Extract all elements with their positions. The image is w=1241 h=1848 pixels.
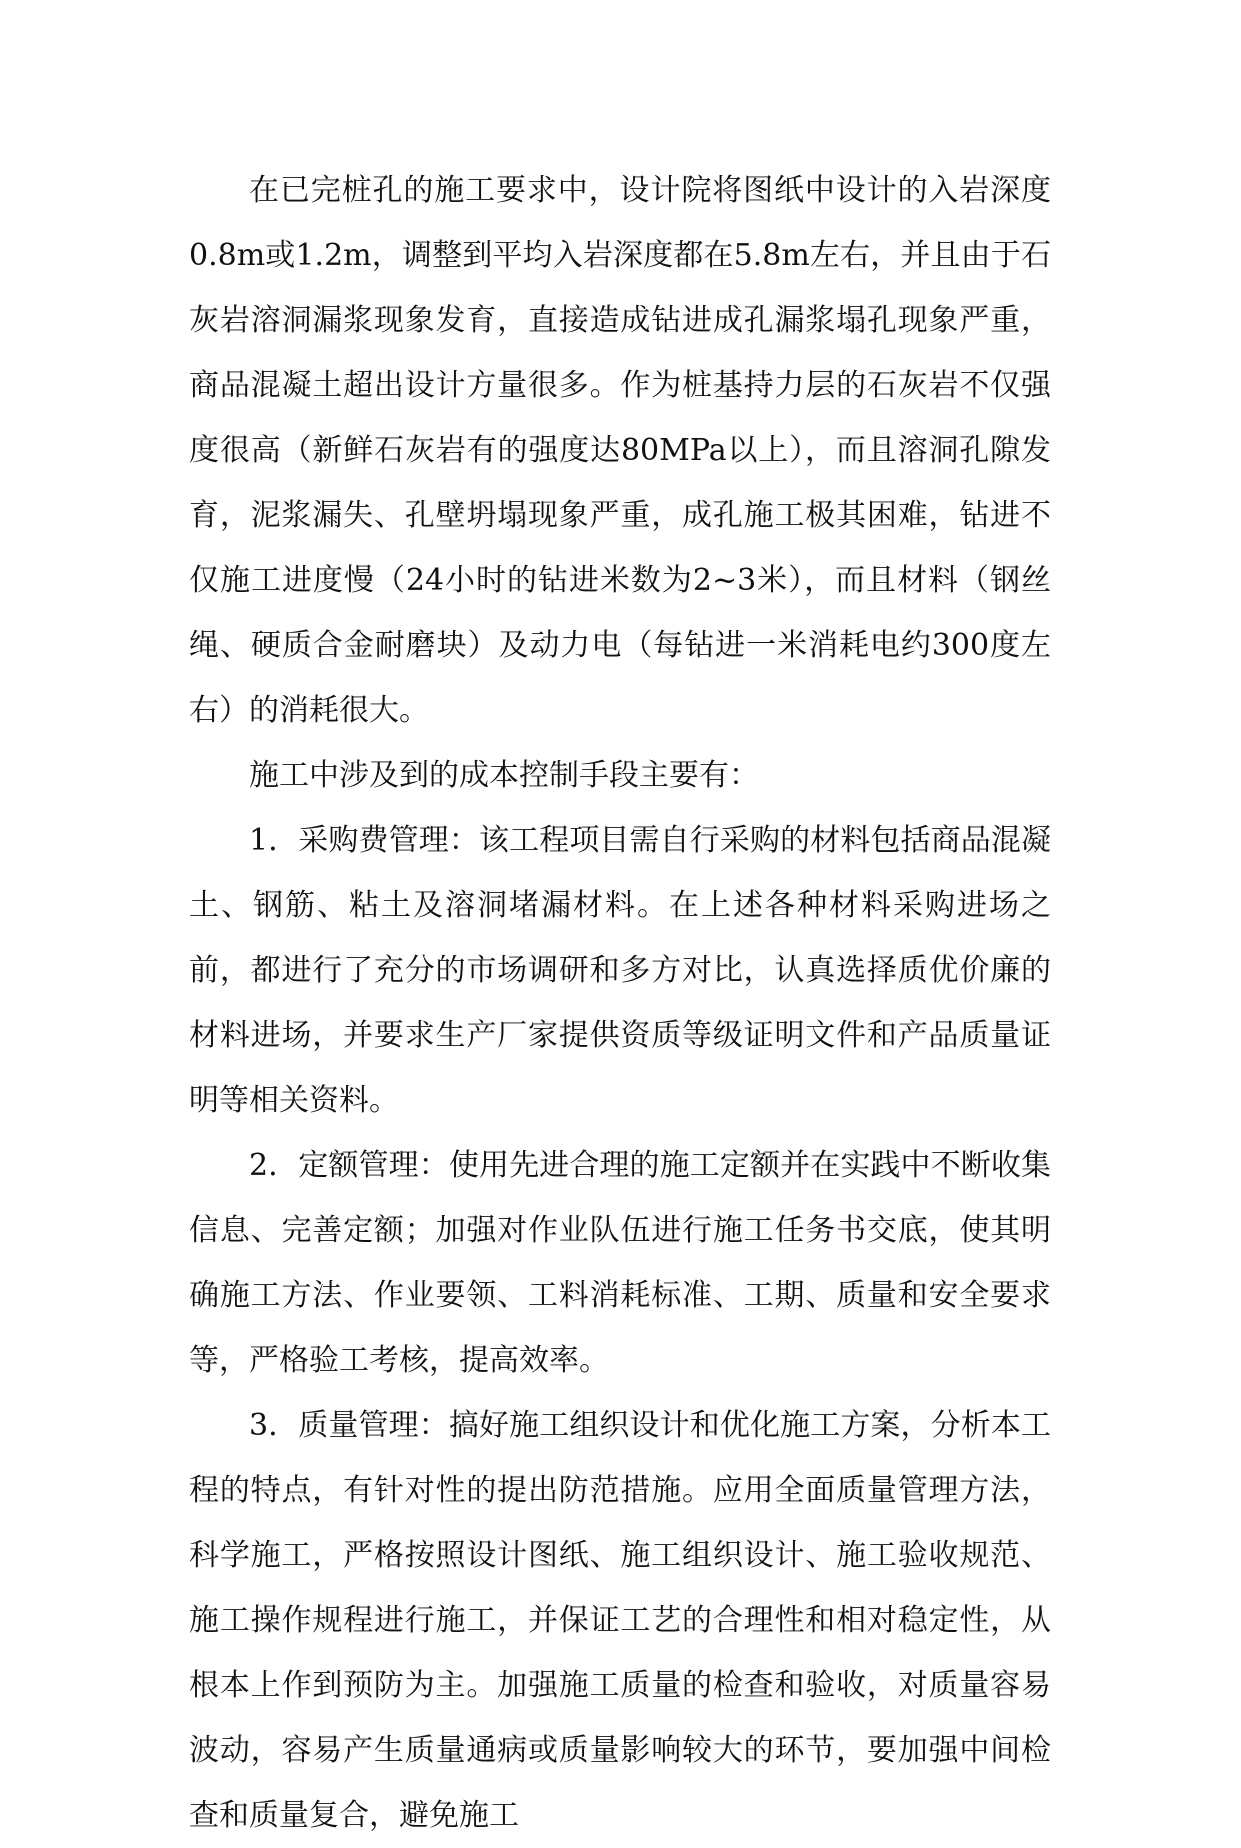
paragraph-cost-control-intro: 施工中涉及到的成本控制手段主要有： bbox=[249, 758, 759, 793]
paragraph-quality-management: 3．质量管理：搞好施工组织设计和优化施工方案，分析本工程的特点，有针对性的提出防范措施。应用全面质量管理方法，科学施工，严格按照设计图纸、施工组织设计、施工验收规范、施工操作规程进行施工，并保证工艺的合理性和相对稳定性，从根本上作到预防为主。加强施工质量的检查和验收，对质量容易波动，容易产生质量通病或质量影响较大的环节，要加强中间检查和质量复合，避免施工 bbox=[189, 1408, 1051, 1833]
body-text bbox=[189, 158, 1051, 1848]
paragraph-pile-hole-requirements: 在已完桩孔的施工要求中，设计院将图纸中设计的入岩深度0.8m或1.2m，调整到平均入岩深度都在5.8m左右，并且由于石灰岩溶洞漏浆现象发育，直接造成钻进成孔漏浆塌孔现象严重，商品混凝土超出设计方量很多。作为桩基持力层的石灰岩不仅强度很高（新鲜石灰岩有的强度达80MPa以上），而且溶洞孔隙发育，泥浆漏失、孔壁坍塌现象严重，成孔施工极其困难，钻进不仅施工进度慢（24小时的钻进米数为2~3米），而且材料（钢丝绳、硬质合金耐磨块）及动力电（每钻进一米消耗电约300度左右）的消耗很大。 bbox=[189, 173, 1051, 728]
paragraph-procurement-management: 1．采购费管理：该工程项目需自行采购的材料包括商品混凝土、钢筋、粘土及溶洞堵漏材料。在上述各种材料采购进场之前，都进行了充分的市场调研和多方对比，认真选择质优价廉的材料进场，并要求生产厂家提供资质等级证明文件和产品质量证明等相关资料。 bbox=[189, 823, 1051, 1118]
paragraph-quota-management: 2．定额管理：使用先进合理的施工定额并在实践中不断收集信息、完善定额；加强对作业队伍进行施工任务书交底，使其明确施工方法、作业要领、工料消耗标准、工期、质量和安全要求等，严格验工考核，提高效率。 bbox=[189, 1148, 1051, 1378]
